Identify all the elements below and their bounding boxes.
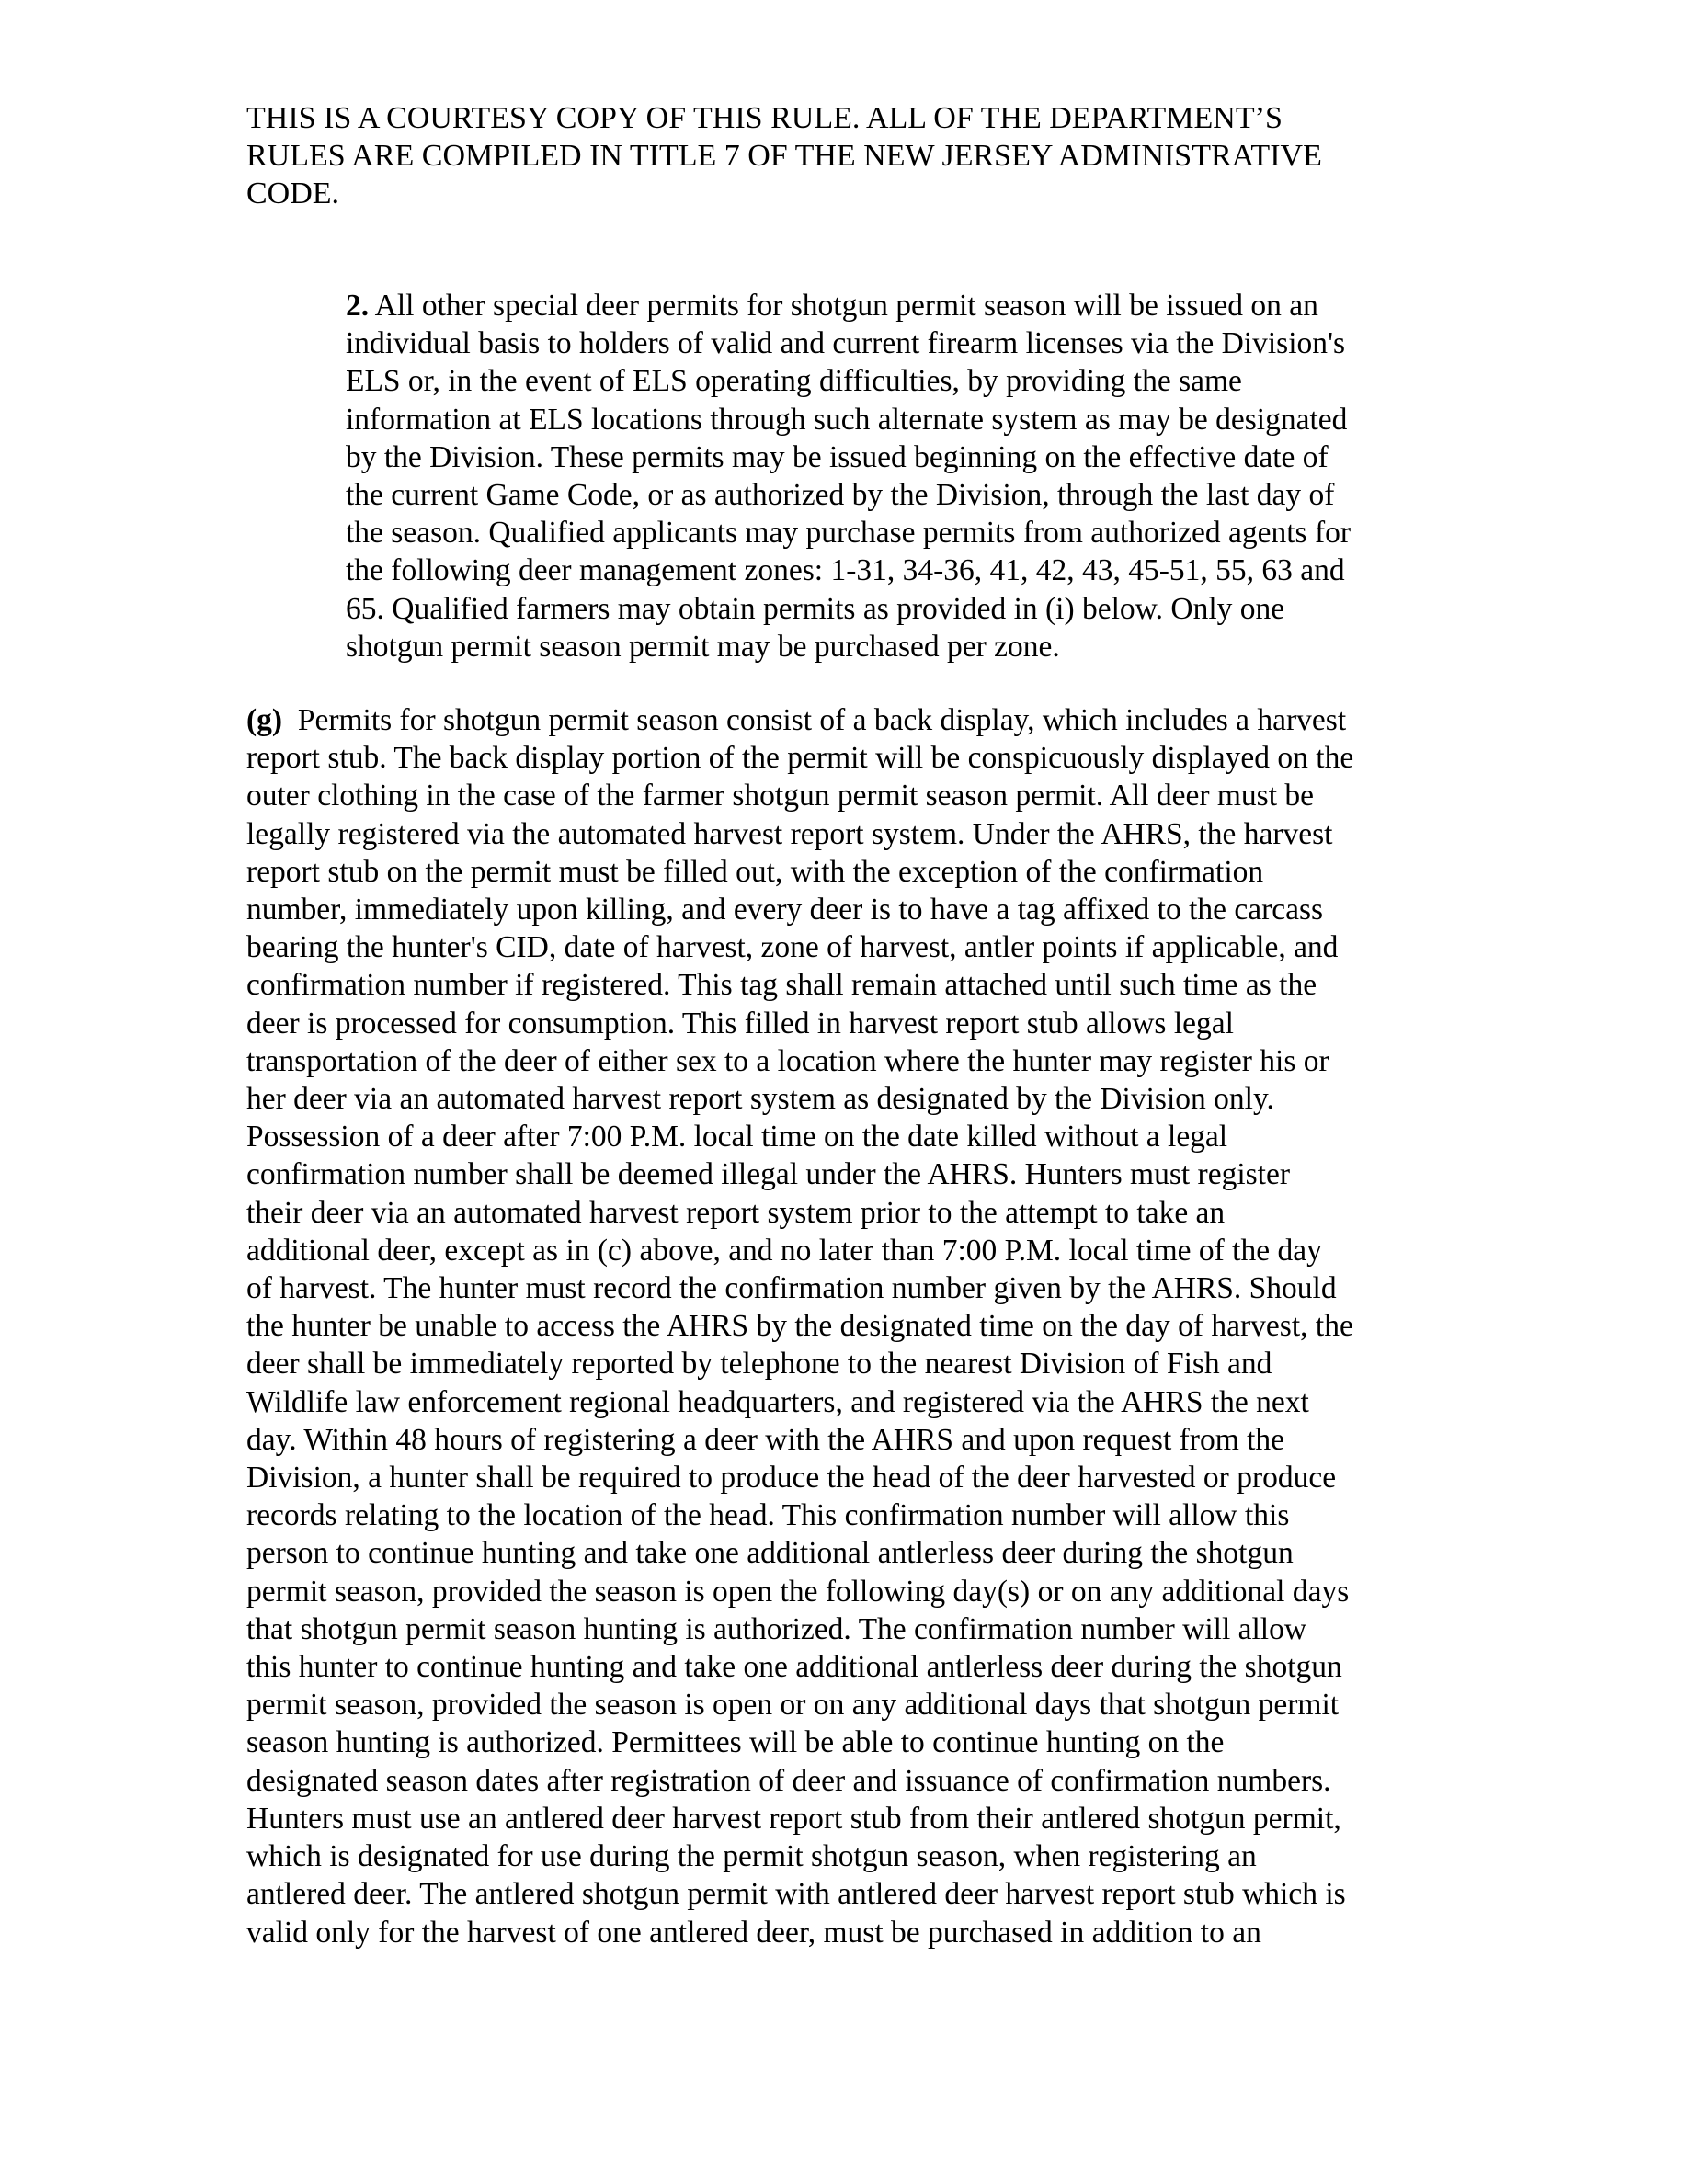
paragraph-line: antlered deer. The antlered shotgun permit with antlered deer harvest report stub which is [246,1877,1346,1912]
courtesy-line: RULES ARE COMPILED IN TITLE 7 OF THE NEW JERSEY ADMINISTRATIVE [246,139,1322,173]
paragraph-marker: (g) [246,703,283,737]
paragraph-line-text: Permits for shotgun permit season consist of a back display, which includes a harvest [282,703,1347,737]
paragraph-line [346,287,1449,324]
paragraph-2 [346,287,1449,665]
paragraph-line: transportation of the deer of either sex to a location where the hunter may register his or [246,1043,1329,1078]
paragraph-marker: 2. [346,289,370,323]
paragraph-line: valid only for the harvest of one antlered deer, must be purchased in addition to an [246,1915,1261,1950]
courtesy-notice [246,99,1478,212]
paragraph-line: the following deer management zones: 1-31, 34-36, 41, 42, 43, 45-51, 55, 63 and [346,553,1345,588]
paragraph-line: designated season dates after registration of deer and issuance of confirmation numbers. [246,1763,1331,1798]
paragraph-line: that shotgun permit season hunting is authorized. The confirmation number will allow [246,1611,1307,1646]
paragraph-line: by the Division. These permits may be issued beginning on the effective date of [346,439,1329,474]
paragraph-line: individual basis to holders of valid and current firearm licenses via the Division's [346,326,1346,361]
paragraph-line: bearing the hunter's CID, date of harvest, zone of harvest, antler points if applicable, and [246,930,1339,965]
paragraph-line: report stub on the permit must be filled out, with the exception of the confirmation [246,854,1264,889]
paragraph-line: legally registered via the automated harvest report system. Under the AHRS, the harvest [246,816,1333,851]
courtesy-line: THIS IS A COURTESY COPY OF THIS RULE. ALL OF THE DEPARTMENT’S [246,101,1283,135]
paragraph-line: confirmation number shall be deemed illegal under the AHRS. Hunters must register [246,1157,1291,1192]
paragraph-line: of harvest. The hunter must record the confirmation number given by the AHRS. Should [246,1271,1337,1306]
paragraph-line: report stub. The back display portion of the permit will be conspicuously displayed on the [246,741,1354,776]
paragraph-line: deer is processed for consumption. This filled in harvest report stub allows legal [246,1006,1234,1041]
paragraph-line: her deer via an automated harvest report system as designated by the Division only. [246,1082,1274,1117]
paragraph-line: the season. Qualified applicants may purchase permits from authorized agents for [346,516,1352,551]
paragraph-line: permit season, provided the season is open or on any additional days that shotgun permit [246,1688,1340,1723]
paragraph-line: Possession of a deer after 7:00 P.M. local time on the date killed without a legal [246,1120,1228,1155]
paragraph-line: day. Within 48 hours of registering a deer with the AHRS and upon request from the [246,1422,1285,1457]
paragraph-line: Hunters must use an antlered deer harvest report stub from their antlered shotgun permit, [246,1801,1341,1836]
paragraph-line: number, immediately upon killing, and every deer is to have a tag affixed to the carcass [246,893,1324,927]
paragraph-line: additional deer, except as in (c) above, and no later than 7:00 P.M. local time of the day [246,1233,1322,1268]
paragraph-g [246,701,1451,1951]
paragraph-line: Wildlife law enforcement regional headquarters, and registered via the AHRS the next [246,1384,1309,1419]
paragraph-line: records relating to the location of the head. This confirmation number will allow this [246,1498,1290,1533]
paragraph-line: which is designated for use during the permit shotgun season, when registering an [246,1839,1257,1874]
paragraph-line: their deer via an automated harvest report system prior to the attempt to take an [246,1195,1226,1230]
paragraph-line: confirmation number if registered. This tag shall remain attached until such time as the [246,968,1317,1003]
paragraph-line: person to continue hunting and take one additional antlerless deer during the shotgun [246,1536,1294,1571]
paragraph-line: the hunter be unable to access the AHRS by the designated time on the day of harvest, the [246,1309,1353,1344]
paragraph-line: this hunter to continue hunting and take one additional antlerless deer during the shotgun [246,1650,1342,1685]
courtesy-line: CODE. [246,176,340,210]
paragraph-line: 65. Qualified farmers may obtain permits as provided in (i) below. Only one [346,591,1285,626]
paragraph-line-text: All other special deer permits for shotgun permit season will be issued on an [369,289,1318,323]
paragraph-line: season hunting is authorized. Permittees will be able to continue hunting on the [246,1725,1225,1760]
paragraph-line: outer clothing in the case of the farmer shotgun permit season permit. All deer must be [246,779,1315,813]
paragraph-line: Division, a hunter shall be required to produce the head of the deer harvested or produce [246,1461,1337,1496]
paragraph-line: shotgun permit season permit may be purchased per zone. [346,629,1060,664]
paragraph-line: information at ELS locations through such alternate system as may be designated [346,402,1348,437]
paragraph-line: deer shall be immediately reported by telephone to the nearest Division of Fish and [246,1347,1272,1382]
paragraph-line: the current Game Code, or as authorized by the Division, through the last day of [346,478,1335,513]
paragraph-line: ELS or, in the event of ELS operating difficulties, by providing the same [346,364,1242,399]
paragraph-line: permit season, provided the season is open the following day(s) or on any additional days [246,1574,1350,1609]
paragraph-line [246,701,1451,739]
